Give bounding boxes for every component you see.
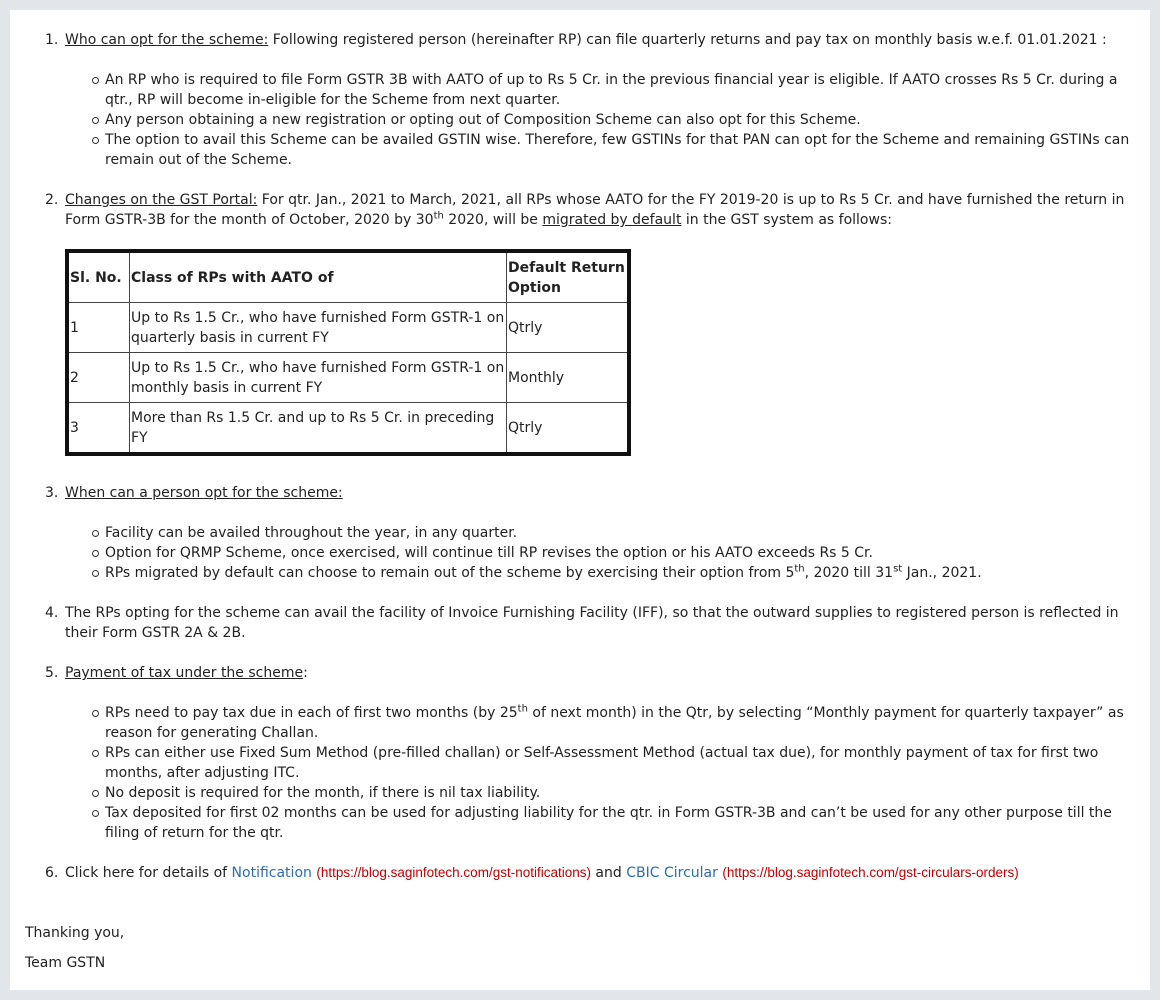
bullet-item: An RP who is required to file Form GSTR 3B with AATO of up to Rs 5 Cr. in the previous financial year is eligible. If AATO crosses Rs 5 Cr. during a qtr., RP will become in-eligible for the Scheme from next quarter. bbox=[105, 70, 1138, 110]
item-number: 6. bbox=[45, 865, 59, 881]
item-number: 2. bbox=[45, 192, 59, 208]
table-cell: Qtrly bbox=[507, 303, 630, 353]
table-cell: 2 bbox=[67, 353, 130, 403]
item-text: Click here for details of bbox=[65, 865, 232, 881]
table-header-row bbox=[67, 251, 629, 303]
item-number: 1. bbox=[45, 32, 59, 48]
cbic-circular-link[interactable]: CBIC Circular bbox=[626, 865, 718, 881]
notification-url: (https://blog.saginfotech.com/gst-notifications) bbox=[316, 865, 591, 880]
bullet-list bbox=[65, 703, 1138, 843]
bullet-list bbox=[65, 523, 1138, 583]
bullet-item: Option for QRMP Scheme, once exercised, will continue till RP revises the option or his AATO exceeds Rs 5 Cr. bbox=[105, 543, 1138, 563]
item-text: in the GST system as follows: bbox=[681, 212, 892, 228]
bullet-item: Facility can be availed throughout the year, in any quarter. bbox=[105, 523, 1138, 543]
list-item-3 bbox=[10, 483, 1150, 503]
email-body bbox=[10, 10, 1150, 990]
bullet-list bbox=[65, 70, 1138, 170]
bullet-text: RPs need to pay tax due in each of first two months (by 25 bbox=[105, 705, 518, 721]
item-number: 4. bbox=[45, 605, 59, 621]
superscript: th bbox=[517, 703, 528, 715]
closing-thanks: Thanking you, bbox=[25, 925, 125, 941]
list-item-5 bbox=[10, 663, 1150, 683]
table-cell: More than Rs 1.5 Cr. and up to Rs 5 Cr. in preceding FY bbox=[130, 403, 507, 455]
list-item-2 bbox=[10, 190, 1150, 230]
bullet-text: , 2020 till 31 bbox=[804, 565, 894, 581]
list-item-1 bbox=[10, 30, 1150, 50]
table-cell: 3 bbox=[67, 403, 130, 455]
bullet-item: Tax deposited for first 02 months can be used for adjusting liability for the qtr. in Form GSTR-3B and can’t be used for any other purpose till the filing of return for the qtr. bbox=[105, 803, 1138, 843]
table-wrapper bbox=[10, 249, 643, 456]
return-option-table bbox=[65, 249, 631, 456]
item-heading: Who can opt for the scheme: bbox=[65, 32, 269, 48]
bullet-text: Jan., 2021. bbox=[902, 565, 982, 581]
circular-url: (https://blog.saginfotech.com/gst-circulars-orders) bbox=[722, 865, 1019, 880]
item-heading: Changes on the GST Portal: bbox=[65, 192, 258, 208]
closing-signature: Team GSTN bbox=[25, 955, 106, 971]
bullet-item: RPs can either use Fixed Sum Method (pre-filled challan) or Self-Assessment Method (actual tax due), for monthly payment of tax for first two months, after adjusting ITC. bbox=[105, 743, 1138, 783]
item-underline: migrated by default bbox=[542, 212, 682, 228]
header-cell: Default Return Option bbox=[507, 251, 630, 303]
table-cell: 1 bbox=[67, 303, 130, 353]
item-text: The RPs opting for the scheme can avail the facility of Invoice Furnishing Facility (IFF), so that the outward supplies to registered person is reflected in their Form GSTR 2A & 2B. bbox=[65, 605, 1119, 641]
bullet-item: No deposit is required for the month, if there is nil tax liability. bbox=[105, 783, 1138, 803]
bullet-item bbox=[105, 703, 1138, 743]
header-cell: Class of RPs with AATO of bbox=[130, 251, 507, 303]
item-text: : bbox=[303, 665, 308, 681]
list-item-4 bbox=[10, 603, 1150, 643]
item-3-bullets bbox=[10, 523, 1150, 583]
item-text: 2020, will be bbox=[443, 212, 543, 228]
item-text: For qtr. Jan., 2021 to March, 2021, all RPs whose AATO for the FY 2019-20 is up to Rs 5 Cr. and have furnished the return in Form GSTR-3B for the month of October, 2020 by 30 bbox=[65, 192, 1125, 228]
item-heading: When can a person opt for the scheme: bbox=[65, 485, 343, 501]
table-cell: Qtrly bbox=[507, 403, 630, 455]
item-heading: Payment of tax under the scheme bbox=[65, 665, 304, 681]
table-row bbox=[67, 303, 629, 353]
table-row bbox=[67, 403, 629, 455]
bullet-text: RPs migrated by default can choose to remain out of the scheme by exercising their option from 5 bbox=[105, 565, 795, 581]
item-number: 5. bbox=[45, 665, 59, 681]
bullet-item bbox=[105, 563, 1138, 583]
notification-link[interactable]: Notification bbox=[231, 865, 312, 881]
bullet-text: of next month) in the Qtr, by selecting “Monthly payment for quarterly taxpayer” as reason for generating Challan. bbox=[105, 705, 1124, 741]
table-row bbox=[67, 353, 629, 403]
table-cell: Up to Rs 1.5 Cr., who have furnished Form GSTR-1 on monthly basis in current FY bbox=[130, 353, 507, 403]
item-text: and bbox=[590, 865, 627, 881]
item-1-bullets bbox=[10, 70, 1150, 170]
item-number: 3. bbox=[45, 485, 59, 501]
item-5-bullets bbox=[10, 703, 1150, 843]
superscript: th bbox=[794, 563, 805, 575]
bullet-item: The option to avail this Scheme can be availed GSTIN wise. Therefore, few GSTINs for that PAN can opt for the Scheme and remaining GSTINs can remain out of the Scheme. bbox=[105, 130, 1138, 170]
table-cell: Up to Rs 1.5 Cr., who have furnished Form GSTR-1 on quarterly basis in current FY bbox=[130, 303, 507, 353]
bullet-item: Any person obtaining a new registration or opting out of Composition Scheme can also opt for this Scheme. bbox=[105, 110, 1138, 130]
header-cell: Sl. No. bbox=[67, 251, 130, 303]
superscript: th bbox=[433, 210, 444, 222]
list-item-6 bbox=[10, 863, 1150, 883]
item-text: Following registered person (hereinafter RP) can file quarterly returns and pay tax on monthly basis w.e.f. 01.01.2021 : bbox=[268, 32, 1107, 48]
table-cell: Monthly bbox=[507, 353, 630, 403]
superscript: st bbox=[893, 563, 903, 575]
